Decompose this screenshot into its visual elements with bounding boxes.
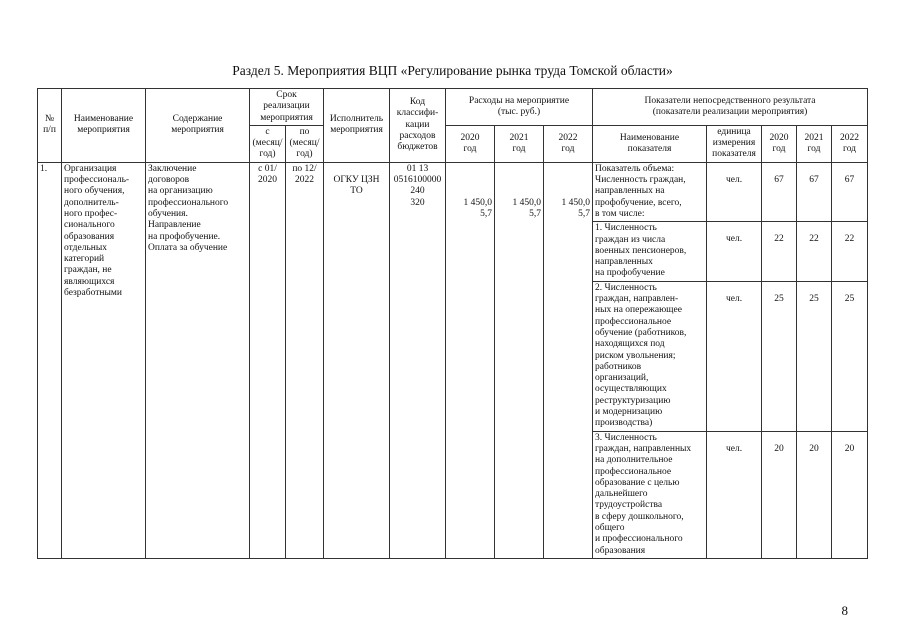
header-row-1 — [38, 89, 868, 126]
indicator-2021: 20 — [797, 431, 832, 558]
header-ind-2020: 2020 год — [762, 125, 797, 162]
header-unit: единица измерения показателя — [707, 125, 762, 162]
section-title: Раздел 5. Мероприятия ВЦП «Регулирование рынка труда Томской области» — [232, 63, 673, 78]
indicator-2022: 20 — [832, 431, 868, 558]
header-from: с (месяц/ год) — [250, 125, 286, 162]
indicator-unit: чел. — [707, 281, 762, 431]
indicator-unit: чел. — [707, 431, 762, 558]
header-exp-2022: 2022 год — [544, 125, 593, 162]
indicator-2022: 67 — [832, 162, 868, 221]
indicator-2020: 20 — [762, 431, 797, 558]
indicator-2021: 25 — [797, 281, 832, 431]
header-name: Наименование мероприятия — [62, 89, 146, 163]
indicator-unit: чел. — [707, 162, 762, 221]
indicator-2020: 22 — [762, 222, 797, 281]
header-expenses: Расходы на мероприятие (тыс. руб.) — [446, 89, 593, 126]
term-from: с 01/ 2020 — [250, 162, 286, 558]
header-to: по (месяц/ год) — [286, 125, 324, 162]
indicator-unit: чел. — [707, 222, 762, 281]
page-number: 8 — [841, 603, 848, 618]
header-indicators: Показатели непосредственного результата (показатели реализации мероприятия) — [593, 89, 868, 126]
indicator-name: 3. Численность граждан, направленных на дополнительное профессиональное образование с целью дальнейшего трудоустройства в сферу дошкольного, общего и профессионального образования — [593, 431, 707, 558]
activities-table — [37, 88, 868, 559]
activity-name: Организация профессиональ- ного обучения, дополнитель- ного профес- сионального образования отдельных категорий граждан, не являющихся безработными — [62, 162, 146, 558]
header-content: Содержание мероприятия — [146, 89, 250, 163]
executor: ОГКУ ЦЗН ТО — [324, 162, 390, 558]
budget-code: 01 13 0516100000 240 320 — [390, 162, 446, 558]
header-executor: Исполнитель мероприятия — [324, 89, 390, 163]
header-ind-2021: 2021 год — [797, 125, 832, 162]
table-row — [38, 162, 868, 221]
indicator-2020: 67 — [762, 162, 797, 221]
expense-2022: 1 450,0 5,7 — [544, 162, 593, 558]
indicator-2022: 25 — [832, 281, 868, 431]
indicator-2020: 25 — [762, 281, 797, 431]
indicator-2022: 22 — [832, 222, 868, 281]
header-exp-2020: 2020 год — [446, 125, 495, 162]
indicator-name: 1. Численность граждан из числа военных пенсионеров, направленных на профобучение — [593, 222, 707, 281]
term-to: по 12/ 2022 — [286, 162, 324, 558]
header-ind-name: Наименование показателя — [593, 125, 707, 162]
header-ind-2022: 2022 год — [832, 125, 868, 162]
indicator-2021: 67 — [797, 162, 832, 221]
expense-2020: 1 450,0 5,7 — [446, 162, 495, 558]
header-code: Код классифи- кации расходов бюджетов — [390, 89, 446, 163]
indicator-2021: 22 — [797, 222, 832, 281]
indicator-name: 2. Численность граждан, направлен- ных на опережающее профессиональное обучение (работников, находящихся под риском увольнения; работников организаций, осуществляющих реструктуризацию и модернизацию производства) — [593, 281, 707, 431]
indicator-name: Показатель объема: Численность граждан, направленных на профобучение, всего, в том числе: — [593, 162, 707, 221]
expense-2021: 1 450,0 5,7 — [495, 162, 544, 558]
header-num: № п/п — [38, 89, 62, 163]
row-num: 1. — [38, 162, 62, 558]
activity-content: Заключение договоров на организацию профессионального обучения. Направление на профобучение. Оплата за обучение — [146, 162, 250, 558]
header-term: Срок реализации мероприятия — [250, 89, 324, 126]
header-exp-2021: 2021 год — [495, 125, 544, 162]
